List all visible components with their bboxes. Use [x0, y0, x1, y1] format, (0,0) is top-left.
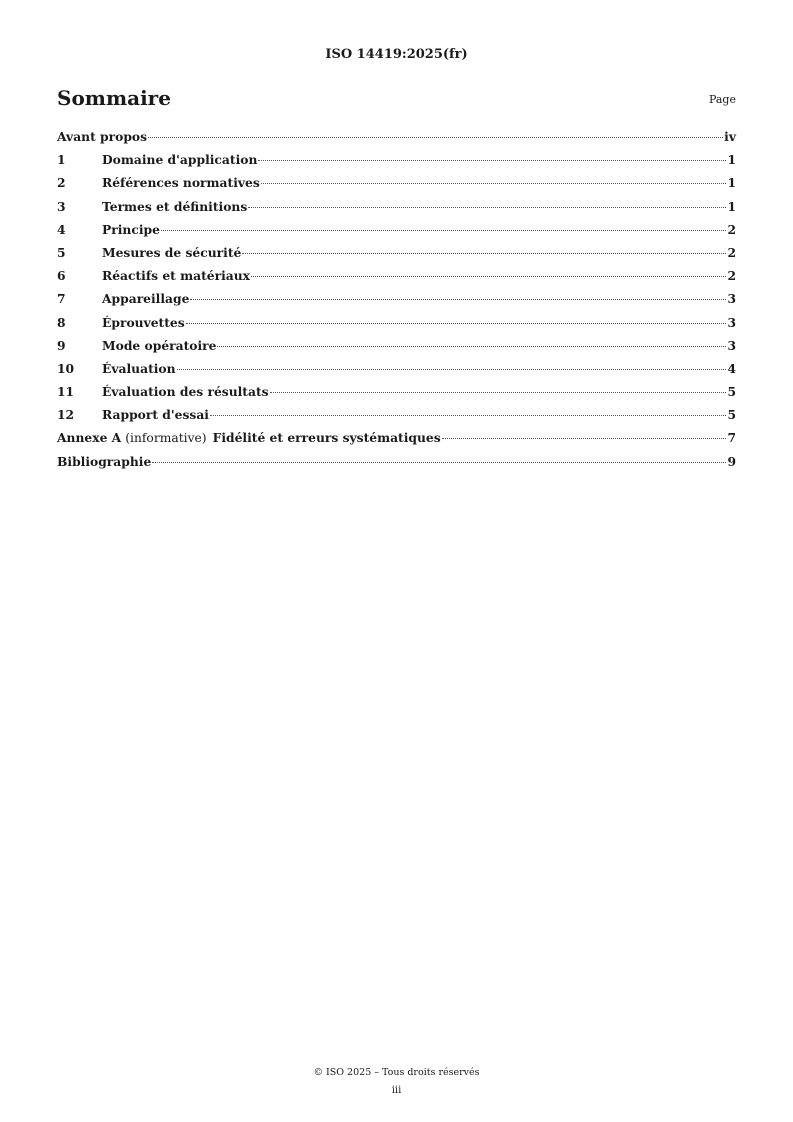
toc-entry-number: 10 — [57, 360, 75, 376]
toc-entry-page: 1 — [727, 175, 736, 191]
dot-leader — [161, 230, 727, 231]
toc-entry-1[interactable] — [57, 152, 736, 175]
toc-entry-4[interactable] — [57, 222, 736, 245]
toc-entry-number: 1 — [57, 152, 66, 168]
toc-entry-number: 3 — [57, 198, 66, 214]
annex-type: (informative) — [125, 431, 207, 446]
dot-leader — [442, 438, 727, 439]
dot-leader — [186, 323, 727, 324]
toc-entry-number: 5 — [57, 244, 66, 260]
toc-entry-page: 3 — [727, 291, 736, 307]
page-number: iii — [391, 1085, 402, 1096]
toc-title: Sommaire — [57, 86, 171, 110]
toc-entry-title: Évaluation des résultats — [102, 384, 269, 400]
toc-entry-number: 6 — [57, 268, 66, 284]
copyright-notice: © ISO 2025 – Tous droits réservés — [313, 1067, 480, 1078]
toc-entry-page: 5 — [727, 407, 736, 423]
page-column-label: Page — [708, 93, 736, 106]
toc-entry-title: Évaluation — [102, 360, 176, 376]
dot-leader — [148, 137, 723, 138]
toc-entry-title: Avant propos — [57, 129, 148, 144]
toc-entry-3[interactable] — [57, 199, 736, 222]
dot-leader — [177, 369, 727, 370]
toc-entry-title: Domaine d'application — [102, 152, 258, 168]
toc-entry-number: 11 — [57, 384, 75, 400]
dot-leader — [261, 183, 727, 184]
toc-entry-9[interactable] — [57, 338, 736, 361]
toc-entry-2[interactable] — [57, 175, 736, 198]
toc-entry-5[interactable] — [57, 245, 736, 268]
toc-entry-avant-propos[interactable] — [57, 129, 736, 152]
toc-entry-page: 7 — [727, 430, 736, 446]
toc-entry-number: 12 — [57, 407, 75, 423]
toc-entry-bibliographie[interactable] — [57, 454, 736, 477]
toc-entry-page: 9 — [727, 453, 736, 469]
toc-entry-7[interactable] — [57, 291, 736, 314]
toc-entry-annex-a[interactable] — [57, 430, 736, 453]
dot-leader — [210, 415, 726, 416]
toc-entry-page: 2 — [727, 244, 736, 260]
dot-leader — [190, 299, 726, 300]
toc-entry-12[interactable] — [57, 407, 736, 430]
toc-entry-title: Éprouvettes — [102, 314, 185, 330]
toc-entry-10[interactable] — [57, 361, 736, 384]
toc-entry-number: 9 — [57, 337, 66, 353]
toc-entry-6[interactable] — [57, 268, 736, 291]
toc-entry-number: 7 — [57, 291, 66, 307]
toc-entry-title: Fidélité et erreurs systématiques — [212, 430, 441, 446]
toc-entry-11[interactable] — [57, 384, 736, 407]
dot-leader — [258, 160, 726, 161]
toc-entry-page: 1 — [727, 198, 736, 214]
toc-entry-8[interactable] — [57, 315, 736, 338]
toc-entry-number: 2 — [57, 175, 66, 191]
toc-entry-title: Rapport d'essai — [102, 407, 209, 423]
toc-entry-number: 8 — [57, 314, 66, 330]
toc-entry-page: 5 — [727, 384, 736, 400]
dot-leader — [242, 253, 726, 254]
document-id-header: ISO 14419:2025(fr) — [325, 47, 468, 62]
toc-entry-number: 4 — [57, 221, 66, 237]
toc-entry-page: 3 — [727, 337, 736, 353]
toc-entry-page: 3 — [727, 314, 736, 330]
toc-entry-title: Références normatives — [102, 175, 260, 191]
dot-leader — [217, 346, 726, 347]
toc-entry-page: 1 — [727, 152, 736, 168]
dot-leader — [251, 276, 726, 277]
dot-leader — [152, 462, 726, 463]
toc-entry-title: Mesures de sécurité — [102, 244, 242, 260]
toc-entry-title: Principe — [102, 221, 160, 237]
table-of-contents — [57, 129, 736, 477]
toc-entry-page: 2 — [727, 221, 736, 237]
toc-entry-title: Appareillage — [102, 291, 190, 307]
toc-entry-page: 2 — [727, 268, 736, 284]
toc-entry-title: Réactifs et matériaux — [102, 268, 251, 284]
dot-leader — [270, 392, 727, 393]
toc-entry-page: iv — [724, 129, 736, 144]
toc-entry-title: Bibliographie — [57, 453, 152, 469]
toc-entry-page: 4 — [727, 360, 736, 376]
dot-leader — [248, 207, 726, 208]
annex-prefix: Annexe A — [57, 430, 122, 446]
toc-entry-title: Mode opératoire — [102, 337, 217, 353]
toc-entry-title: Termes et définitions — [102, 198, 248, 214]
